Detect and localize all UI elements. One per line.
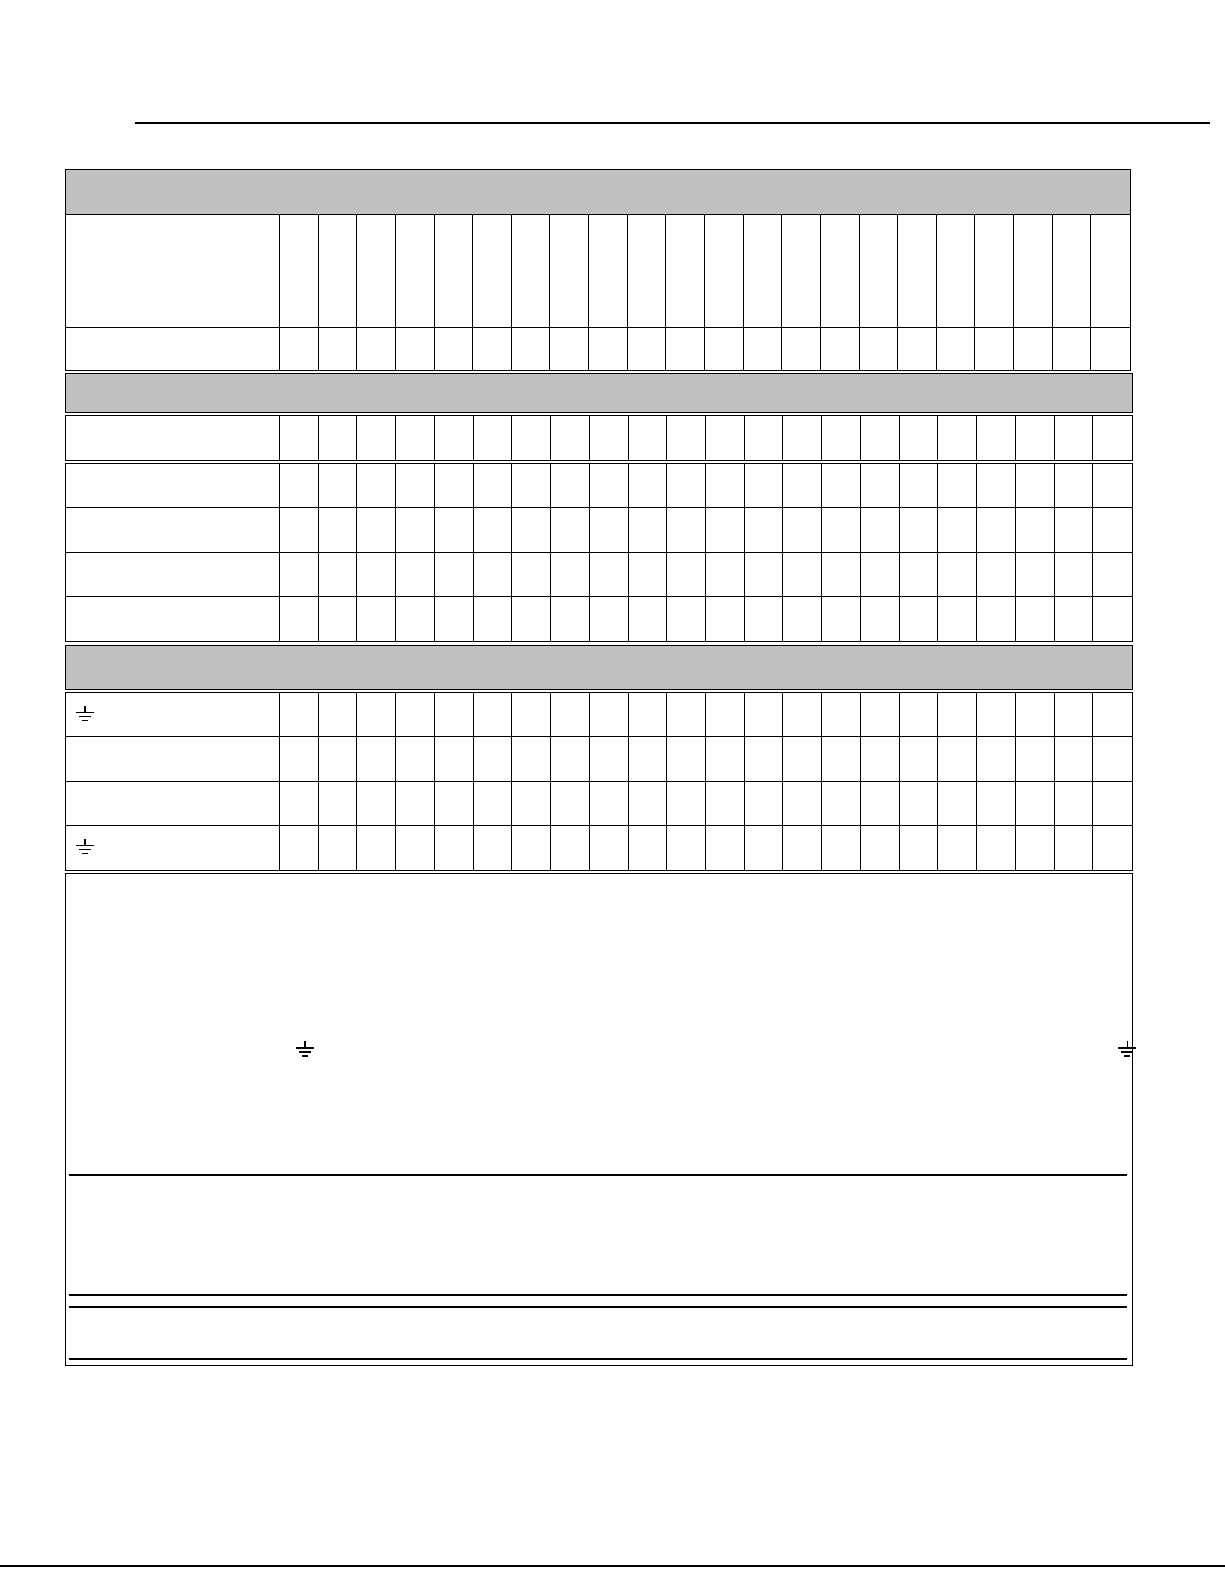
grid-section-2b [65, 463, 1133, 642]
table-cell [590, 416, 629, 460]
table-cell [822, 782, 861, 826]
table-cell [280, 737, 319, 781]
table-cell [357, 737, 396, 781]
table-cell [783, 464, 822, 508]
table-cell [977, 693, 1016, 737]
table-cell [551, 782, 590, 826]
table-cell [783, 693, 822, 737]
table-cell [474, 416, 513, 460]
table-cell [1055, 693, 1094, 737]
table-cell [861, 553, 900, 597]
table-cell [977, 597, 1016, 641]
table-cell [357, 553, 396, 597]
table-cell [667, 693, 706, 737]
table-cell [1016, 826, 1055, 870]
table-cell [319, 464, 358, 508]
table-cell [435, 416, 474, 460]
table-cell [590, 693, 629, 737]
table-cell [745, 508, 784, 552]
table-cell [1055, 782, 1094, 826]
table-cell [357, 782, 396, 826]
table-cell [396, 597, 435, 641]
table-cell [861, 737, 900, 781]
table-cell [319, 737, 358, 781]
table-cell [938, 416, 977, 460]
row-label-cell [66, 508, 280, 552]
table-cell [319, 215, 358, 328]
row-label-cell [66, 693, 280, 737]
table-cell [280, 416, 319, 460]
table-cell [319, 826, 358, 870]
table-cell [822, 693, 861, 737]
table-cell [744, 215, 783, 328]
table-cell [590, 464, 629, 508]
table-cell [1016, 553, 1055, 597]
table-cell [938, 737, 977, 781]
table-cell [667, 782, 706, 826]
table-cell [783, 597, 822, 641]
table-cell [1055, 826, 1094, 870]
table-cell [783, 553, 822, 597]
table-cell [512, 826, 551, 870]
ground-symbol-icon [74, 839, 96, 857]
table-cell [435, 693, 474, 737]
table-cell [357, 416, 396, 460]
table-cell [1093, 416, 1132, 460]
table-cell [551, 553, 590, 597]
table-cell [822, 508, 861, 552]
table-cell [280, 693, 319, 737]
table-cell [1016, 737, 1055, 781]
table-cell [1093, 553, 1132, 597]
table-cell [667, 464, 706, 508]
row-label-cell [66, 597, 280, 641]
table-cell [435, 597, 474, 641]
row-label-cell [66, 328, 280, 370]
table-cell [705, 215, 744, 328]
table-cell [745, 464, 784, 508]
table-cell [357, 693, 396, 737]
table-cell [396, 328, 435, 370]
table-cell [357, 508, 396, 552]
table-cell [783, 416, 822, 460]
table-cell [357, 464, 396, 508]
table-cell [512, 693, 551, 737]
table-cell [435, 826, 474, 870]
table-cell [938, 508, 977, 552]
table-cell [1093, 737, 1132, 781]
table-cell [473, 328, 512, 370]
table-cell [629, 693, 668, 737]
table-cell [706, 737, 745, 781]
table-cell [977, 416, 1016, 460]
notes-divider-2 [69, 1294, 1127, 1296]
table-cell [435, 508, 474, 552]
table-cell [435, 464, 474, 508]
table-cell [435, 737, 474, 781]
row-label-cell [66, 782, 280, 826]
table-cell [512, 416, 551, 460]
table-cell [977, 464, 1016, 508]
table-cell [1091, 215, 1130, 328]
table-cell [396, 693, 435, 737]
table-cell [861, 508, 900, 552]
notes-divider-1 [69, 1174, 1127, 1176]
table-cell [782, 215, 821, 328]
table-cell [938, 464, 977, 508]
table-cell [938, 693, 977, 737]
table-cell [550, 215, 589, 328]
table-cell [1055, 464, 1094, 508]
table-cell [745, 553, 784, 597]
table-cell [1055, 597, 1094, 641]
table-cell [975, 215, 1014, 328]
table-cell [435, 328, 474, 370]
table-cell [900, 782, 939, 826]
table-cell [706, 597, 745, 641]
table-cell [1093, 508, 1132, 552]
table-cell [1016, 693, 1055, 737]
table-cell [629, 782, 668, 826]
table-cell [357, 597, 396, 641]
table-cell [900, 508, 939, 552]
table-cell [861, 464, 900, 508]
row-label-cell [66, 737, 280, 781]
table-cell [900, 597, 939, 641]
table-cell [512, 215, 551, 328]
table-cell [667, 826, 706, 870]
table-cell [474, 782, 513, 826]
table-cell [1055, 416, 1094, 460]
table-cell [512, 508, 551, 552]
row-label-cell [66, 464, 280, 508]
table-cell [977, 826, 1016, 870]
table-cell [512, 464, 551, 508]
table-cell [783, 782, 822, 826]
table-cell [1053, 328, 1092, 370]
table-cell [628, 328, 667, 370]
table-cell [938, 597, 977, 641]
table-cell [551, 826, 590, 870]
table-cell [705, 328, 744, 370]
table-cell [1055, 508, 1094, 552]
table-cell [900, 464, 939, 508]
table-cell [396, 508, 435, 552]
table-cell [590, 553, 629, 597]
table-cell [666, 328, 705, 370]
ground-symbol-icon [74, 706, 96, 724]
table-cell [822, 553, 861, 597]
table-cell [1053, 215, 1092, 328]
table-cell [822, 416, 861, 460]
table-cell [667, 508, 706, 552]
table-cell [512, 328, 551, 370]
table-cell [822, 826, 861, 870]
section-header-3 [65, 645, 1133, 690]
table-cell [1091, 328, 1130, 370]
table-cell [629, 737, 668, 781]
table-cell [589, 328, 628, 370]
table-cell [357, 215, 396, 328]
table-cell [629, 464, 668, 508]
table-cell [474, 826, 513, 870]
section-header-2 [65, 373, 1133, 413]
table-cell [937, 328, 976, 370]
table-cell [745, 693, 784, 737]
table-cell [938, 826, 977, 870]
table-cell [590, 508, 629, 552]
table-cell [629, 826, 668, 870]
table-cell [474, 693, 513, 737]
table-cell [628, 215, 667, 328]
table-cell [745, 597, 784, 641]
table-cell [474, 597, 513, 641]
table-cell [706, 693, 745, 737]
row-label-cell [66, 416, 280, 460]
table-cell [900, 416, 939, 460]
table-cell [551, 416, 590, 460]
table-cell [938, 782, 977, 826]
table-cell [783, 737, 822, 781]
table-cell [435, 215, 474, 328]
table-cell [319, 328, 358, 370]
table-cell [1016, 597, 1055, 641]
table-cell [590, 737, 629, 781]
table-cell [745, 737, 784, 781]
table-cell [861, 597, 900, 641]
table-cell [1016, 416, 1055, 460]
table-cell [977, 553, 1016, 597]
ground-symbol-icon [1116, 1041, 1138, 1059]
table-cell [396, 416, 435, 460]
table-cell [551, 508, 590, 552]
header-rule [135, 122, 1210, 124]
table-cell [1016, 782, 1055, 826]
table-cell [745, 782, 784, 826]
table-cell [319, 782, 358, 826]
table-cell [280, 782, 319, 826]
table-cell [629, 508, 668, 552]
table-cell [474, 508, 513, 552]
table-cell [861, 826, 900, 870]
table-cell [706, 782, 745, 826]
table-cell [861, 693, 900, 737]
table-cell [357, 328, 396, 370]
notes-divider-4 [69, 1358, 1127, 1360]
table-cell [1093, 464, 1132, 508]
table-cell [1093, 826, 1132, 870]
table-cell [706, 416, 745, 460]
table-cell [938, 553, 977, 597]
section-header-1 [65, 169, 1131, 215]
table-cell [706, 508, 745, 552]
table-cell [821, 215, 860, 328]
table-cell [629, 553, 668, 597]
table-cell [900, 826, 939, 870]
table-cell [473, 215, 512, 328]
table-cell [667, 597, 706, 641]
table-cell [550, 328, 589, 370]
notes-box [65, 873, 1133, 1366]
table-cell [1016, 508, 1055, 552]
table-cell [589, 215, 628, 328]
table-cell [1055, 737, 1094, 781]
table-cell [975, 328, 1014, 370]
table-cell [435, 553, 474, 597]
table-cell [706, 826, 745, 870]
table-cell [396, 737, 435, 781]
ground-symbol-icon [294, 1041, 316, 1059]
table-cell [280, 597, 319, 641]
table-cell [1093, 693, 1132, 737]
table-cell [900, 737, 939, 781]
table-cell [782, 328, 821, 370]
table-cell [861, 782, 900, 826]
table-cell [435, 782, 474, 826]
grid-section-3 [65, 692, 1133, 871]
table-cell [860, 328, 899, 370]
table-cell [783, 508, 822, 552]
table-cell [706, 553, 745, 597]
table-cell [898, 328, 937, 370]
table-cell [396, 553, 435, 597]
table-cell [821, 328, 860, 370]
table-cell [590, 782, 629, 826]
table-cell [280, 328, 319, 370]
grid-section-1 [65, 214, 1131, 371]
table-cell [977, 737, 1016, 781]
table-cell [745, 826, 784, 870]
table-cell [860, 215, 899, 328]
table-cell [898, 215, 937, 328]
table-cell [551, 693, 590, 737]
table-cell [706, 464, 745, 508]
footer-rule [0, 1565, 1225, 1567]
table-cell [319, 553, 358, 597]
table-cell [1016, 464, 1055, 508]
table-cell [280, 553, 319, 597]
table-cell [822, 597, 861, 641]
table-cell [280, 464, 319, 508]
table-cell [822, 737, 861, 781]
table-cell [1093, 597, 1132, 641]
table-cell [396, 215, 435, 328]
table-cell [977, 508, 1016, 552]
row-label-cell [66, 215, 280, 328]
table-cell [1014, 215, 1053, 328]
table-cell [667, 737, 706, 781]
notes-divider-3 [69, 1306, 1127, 1308]
table-cell [357, 826, 396, 870]
table-cell [590, 597, 629, 641]
table-cell [512, 737, 551, 781]
table-cell [977, 782, 1016, 826]
table-cell [396, 782, 435, 826]
table-cell [396, 464, 435, 508]
row-label-cell [66, 826, 280, 870]
table-cell [1093, 782, 1132, 826]
table-cell [666, 215, 705, 328]
table-cell [551, 464, 590, 508]
table-cell [319, 693, 358, 737]
table-cell [590, 826, 629, 870]
table-cell [629, 597, 668, 641]
table-cell [1055, 553, 1094, 597]
table-cell [512, 597, 551, 641]
table-cell [512, 553, 551, 597]
table-cell [745, 416, 784, 460]
table-cell [474, 553, 513, 597]
table-cell [280, 826, 319, 870]
table-cell [783, 826, 822, 870]
table-cell [319, 508, 358, 552]
table-cell [474, 464, 513, 508]
row-label-cell [66, 553, 280, 597]
table-cell [629, 416, 668, 460]
table-cell [900, 553, 939, 597]
table-cell [319, 416, 358, 460]
table-cell [319, 597, 358, 641]
table-cell [744, 328, 783, 370]
grid-section-2a [65, 415, 1133, 461]
table-cell [900, 693, 939, 737]
table-cell [667, 553, 706, 597]
table-cell [937, 215, 976, 328]
table-cell [551, 597, 590, 641]
table-cell [396, 826, 435, 870]
table-cell [822, 464, 861, 508]
table-cell [512, 782, 551, 826]
table-cell [474, 737, 513, 781]
table-cell [667, 416, 706, 460]
table-cell [280, 215, 319, 328]
table-cell [1014, 328, 1053, 370]
table-cell [280, 508, 319, 552]
table-cell [551, 737, 590, 781]
table-cell [861, 416, 900, 460]
